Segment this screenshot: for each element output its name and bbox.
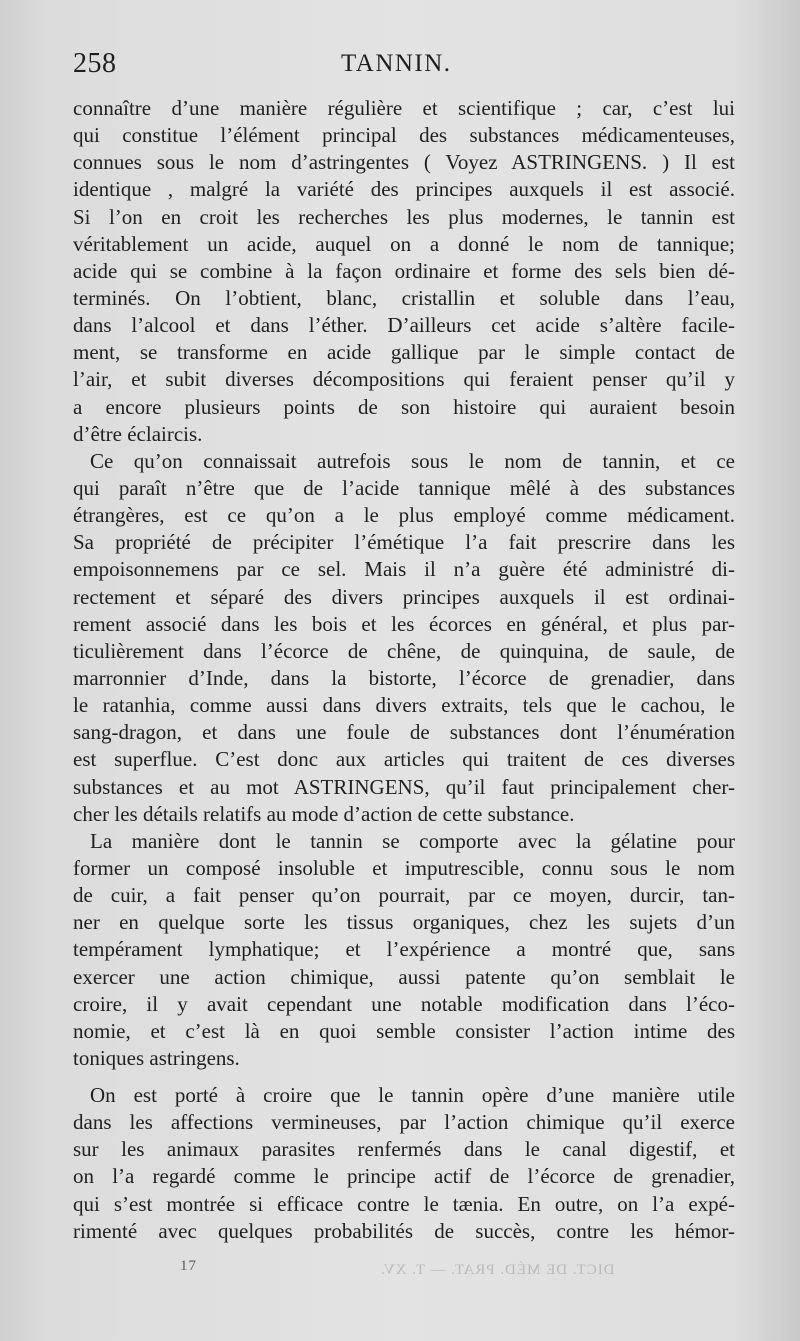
text-line: croire, il y avait cependant une notable modification dans l’éco- (73, 991, 735, 1016)
text-line: former un composé insoluble et imputrescible, connu sous le nom (73, 855, 735, 880)
text-line: Ce qu’on connaissait autrefois sous le nom de tannin, et ce (90, 448, 735, 473)
text-line: Sa propriété de précipiter l’émétique l’a fait prescrire dans les (73, 530, 735, 555)
text-line: La manière dont le tannin se comporte avec la gélatine pour (90, 828, 735, 853)
text-line: ner en quelque sorte les tissus organiques, chez les sujets d’un (73, 910, 735, 935)
text-line: substances et au mot ASTRINGENS, qu’il faut principalement cher- (73, 774, 735, 799)
text-line: de cuir, a fait penser qu’on pourrait, par ce moyen, durcir, tan- (73, 883, 735, 908)
page-number: 258 (73, 48, 117, 79)
text-line: ment, se transforme en acide gallique par le simple contact de (73, 340, 735, 365)
text-line: rimenté avec quelques probabilités de succès, contre les hémor- (73, 1218, 735, 1243)
text-line: terminés. On l’obtient, blanc, cristallin et soluble dans l’eau, (73, 285, 735, 310)
text-line: Si l’on en croit les recherches les plus modernes, le tannin est (73, 204, 735, 229)
text-line: sur les animaux parasites renfermés dans le canal digestif, et (73, 1137, 735, 1162)
text-line: rectement et séparé des divers principes auxquels il est ordinai- (73, 584, 735, 609)
text-line: ticulièrement dans l’écorce de chêne, de quinquina, de saule, de (73, 638, 735, 663)
body-text (73, 95, 735, 1245)
text-line: dans l’alcool et dans l’éther. D’ailleurs cet acide s’altère facile- (73, 313, 735, 338)
text-line: d’être éclaircis. (73, 421, 203, 446)
text-line: est superflue. C’est donc aux articles qui traitent de ces diverses (73, 747, 735, 772)
text-line: l’air, et subit diverses décompositions qui feraient penser qu’il y (73, 367, 735, 392)
text-line: le ratanhia, comme aussi dans divers extraits, tels que le cachou, le (73, 693, 735, 718)
text-line: nomie, et c’est là en quoi semble consister l’action intime des (73, 1018, 735, 1043)
text-line: qui s’est montrée si efficace contre le tænia. En outre, on l’a expé- (73, 1191, 735, 1216)
text-line: étrangères, est ce qu’on a le plus employé comme médicament. (73, 503, 735, 528)
text-line: connues sous le nom d’astringentes ( Voyez ASTRINGENS. ) Il est (73, 150, 735, 175)
text-line: qui constitue l’élément principal des substances médicamenteuses, (73, 123, 735, 148)
text-line: empoisonnemens par ce sel. Mais il n’a guère été administré di- (73, 557, 735, 582)
signature-mark: 17 (180, 1258, 197, 1274)
text-line: cher les détails relatifs au mode d’action de cette substance. (73, 801, 575, 826)
text-line: tempérament lymphatique; et l’expérience a montré que, sans (73, 937, 735, 962)
text-line: acide qui se combine à la façon ordinaire et forme des sels bien dé- (73, 258, 735, 283)
text-line: identique , malgré la variété des principes auxquels il est associé. (73, 177, 735, 202)
text-line: marronnier d’Inde, dans la bistorte, l’écorce de grenadier, dans (73, 665, 735, 690)
text-line: toniques astringens. (73, 1045, 240, 1070)
text-line: on l’a regardé comme le principe actif de l’écorce de grenadier, (73, 1164, 735, 1189)
bleed-through-text: DICT. DE MÉD. PRAT. — T. XV. (380, 1262, 615, 1278)
text-line: a encore plusieurs points de son histoire qui auraient besoin (73, 394, 735, 419)
text-line: dans les affections vermineuses, par l’action chimique qu’il exerce (73, 1110, 735, 1135)
running-title: TANNIN. (341, 50, 452, 77)
text-line: rement associé dans les bois et les écorces en général, et plus par- (73, 611, 735, 636)
text-line: connaître d’une manière régulière et scientifique ; car, c’est lui (73, 96, 735, 120)
text-line: véritablement un acide, auquel on a donné le nom de tannique; (73, 231, 735, 256)
text-line: sang-dragon, et dans une foule de substances dont l’énumération (73, 720, 735, 745)
text-line: qui paraît n’être que de l’acide tannique mêlé à des substances (73, 475, 735, 500)
text-line: exercer une action chimique, aussi patente qu’on semblait le (73, 964, 735, 989)
text-line: On est porté à croire que le tannin opère d’une manière utile (90, 1083, 735, 1108)
page-header (73, 48, 735, 88)
